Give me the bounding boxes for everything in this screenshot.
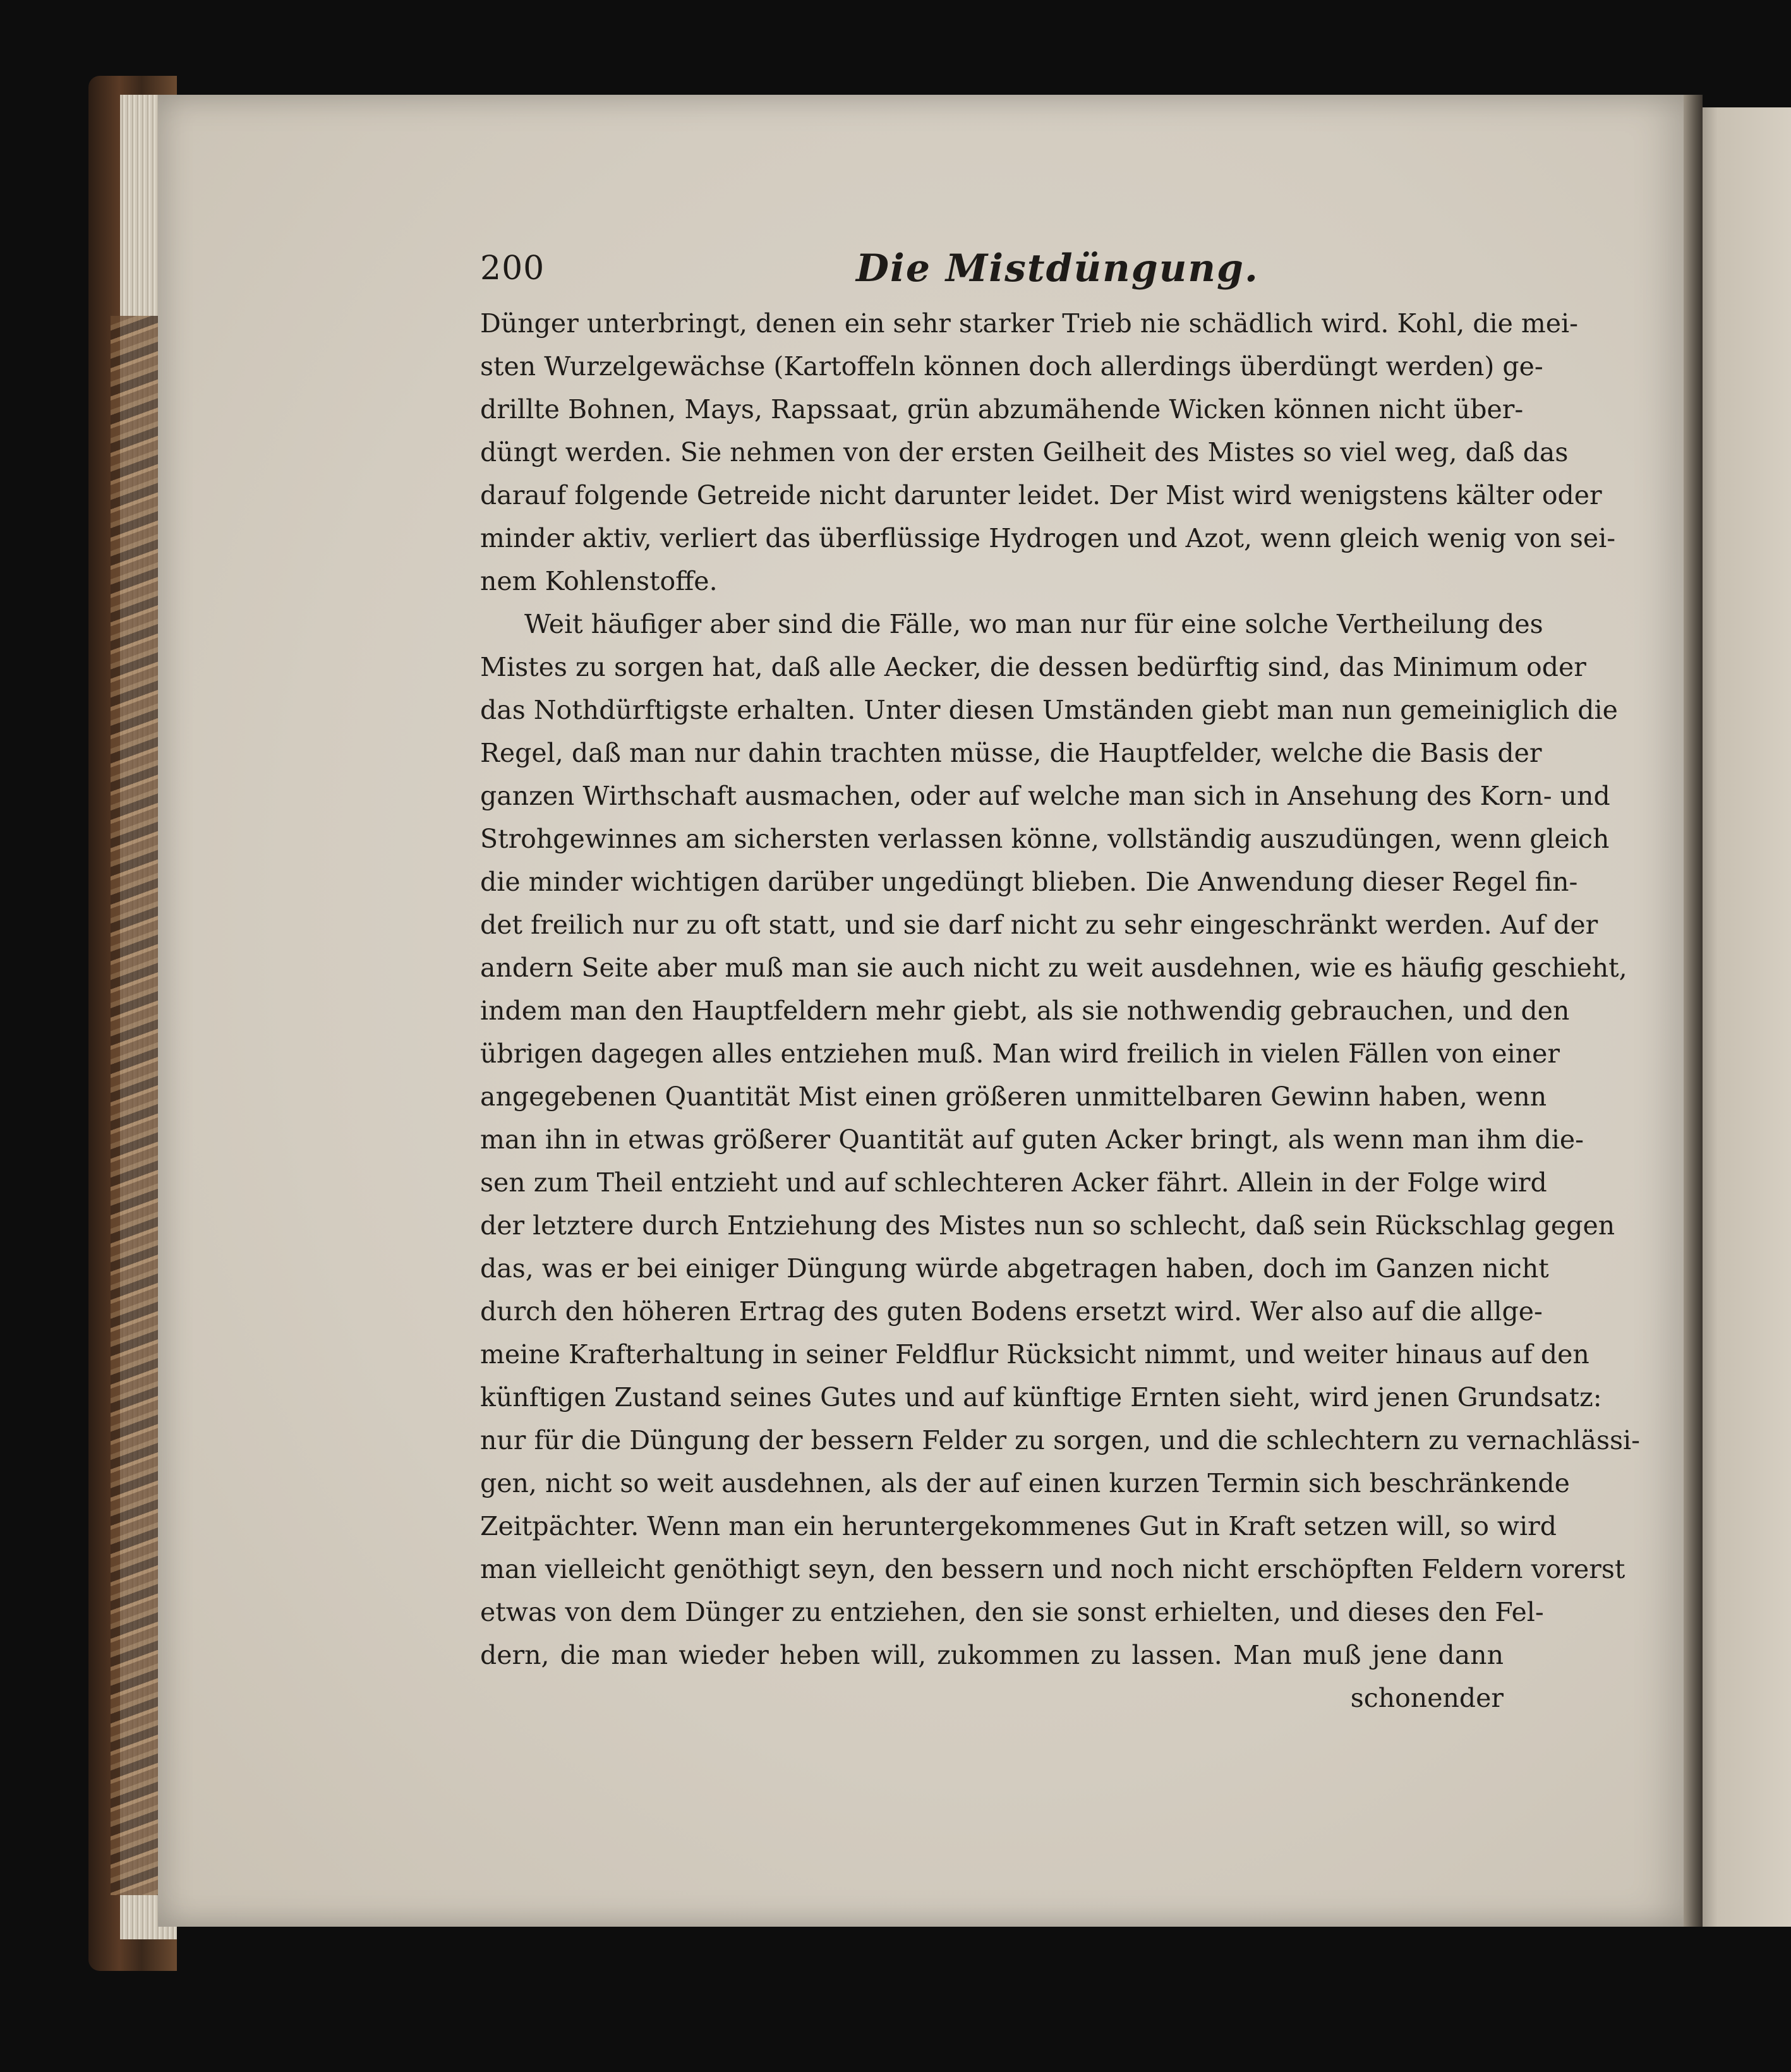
text-line: etwas von dem Dünger zu entziehen, den sie sonst erhielten, und dieses den Fel- (480, 1597, 1544, 1627)
text-line: man vielleicht genöthigt seyn, den bessern und noch nicht erschöpften Feldern vorerst (480, 1554, 1625, 1584)
text-line: künftigen Zustand seines Gutes und auf künftige Ernten sieht, wird jenen Grundsatz: (480, 1382, 1602, 1412)
page-number: 200 (480, 250, 545, 287)
text-line: Zeitpächter. Wenn man ein heruntergekommenes Gut in Kraft setzen will, so wird (480, 1511, 1557, 1541)
text-line: sen zum Theil entzieht und auf schlechteren Acker fährt. Allein in der Folge wird (480, 1167, 1547, 1198)
text-line: die minder wichtigen darüber ungedüngt blieben. Die Anwendung dieser Regel fin- (480, 867, 1578, 897)
text-line: meine Krafterhaltung in seiner Feldflur Rücksicht nimmt, und weiter hinaus auf den (480, 1339, 1589, 1370)
text-line: Strohgewinnes am sichersten verlassen könne, vollständig auszudüngen, wenn gleich (480, 824, 1610, 854)
body-text (480, 302, 1640, 1720)
text-line: angegebenen Quantität Mist einen größeren unmittelbaren Gewinn haben, wenn (480, 1081, 1547, 1112)
text-line: durch den höheren Ertrag des guten Bodens ersetzt wird. Wer also auf die allge- (480, 1296, 1543, 1327)
text-line: nur für die Düngung der bessern Felder zu sorgen, und die schlechtern zu vernachlässi- (480, 1425, 1640, 1455)
text-line: gen, nicht so weit ausdehnen, als der auf einen kurzen Termin sich beschränkende (480, 1468, 1570, 1498)
text-line: andern Seite aber muß man sie auch nicht zu weit ausdehnen, wie es häufig geschieht, (480, 953, 1627, 983)
page-header (480, 240, 1554, 297)
text-line: sten Wurzelgewächse (Kartoffeln können doch allerdings überdüngt werden) ge- (480, 351, 1543, 382)
text-line: det freilich nur zu oft statt, und sie darf nicht zu sehr eingeschränkt werden. Auf der (480, 910, 1598, 940)
text-line: drillte Bohnen, Mays, Rapssaat, grün abzumähende Wicken können nicht über- (480, 394, 1524, 425)
running-head: Die Mistdüngung. (856, 246, 1259, 291)
text-line: ganzen Wirthschaft ausmachen, oder auf welche man sich in Ansehung des Korn- und (480, 781, 1610, 811)
text-line: Dünger unterbringt, denen ein sehr starker Trieb nie schädlich wird. Kohl, die mei- (480, 308, 1579, 339)
page-gutter (1684, 95, 1703, 1927)
catchword: schonender (1350, 1683, 1504, 1713)
text-line: übrigen dagegen alles entziehen muß. Man wird freilich in vielen Fällen von einer (480, 1039, 1560, 1069)
marbled-cover-edge (111, 316, 161, 1895)
text-line: Mistes zu sorgen hat, daß alle Aecker, die dessen bedürftig sind, das Minimum oder (480, 652, 1586, 682)
text-line: Weit häufiger aber sind die Fälle, wo man nur für eine solche Vertheilung des (524, 609, 1543, 639)
text-line: düngt werden. Sie nehmen von der ersten Geilheit des Mistes so viel weg, daß das (480, 437, 1569, 467)
text-line: dern, die man wieder heben will, zukommen zu lassen. Man muß jene dann (480, 1640, 1504, 1670)
text-line: der letztere durch Entziehung des Mistes nun so schlecht, daß sein Rückschlag gegen (480, 1210, 1615, 1241)
text-line: das Nothdürftigste erhalten. Unter diesen Umständen giebt man nun gemeiniglich die (480, 695, 1618, 725)
text-line: indem man den Hauptfeldern mehr giebt, als sie nothwendig gebrauchen, und den (480, 996, 1570, 1026)
text-line: das, was er bei einiger Düngung würde abgetragen haben, doch im Ganzen nicht (480, 1253, 1549, 1284)
text-line: Regel, daß man nur dahin trachten müsse, die Hauptfelder, welche die Basis der (480, 738, 1542, 768)
text-line: darauf folgende Getreide nicht darunter leidet. Der Mist wird wenigstens kälter oder (480, 480, 1602, 510)
text-line: nem Kohlenstoffe. (480, 566, 718, 596)
text-line: minder aktiv, verliert das überflüssige Hydrogen und Azot, wenn gleich wenig von sei- (480, 523, 1616, 553)
facing-page (1693, 107, 1791, 1927)
text-line: man ihn in etwas größerer Quantität auf guten Acker bringt, als wenn man ihm die- (480, 1124, 1584, 1155)
